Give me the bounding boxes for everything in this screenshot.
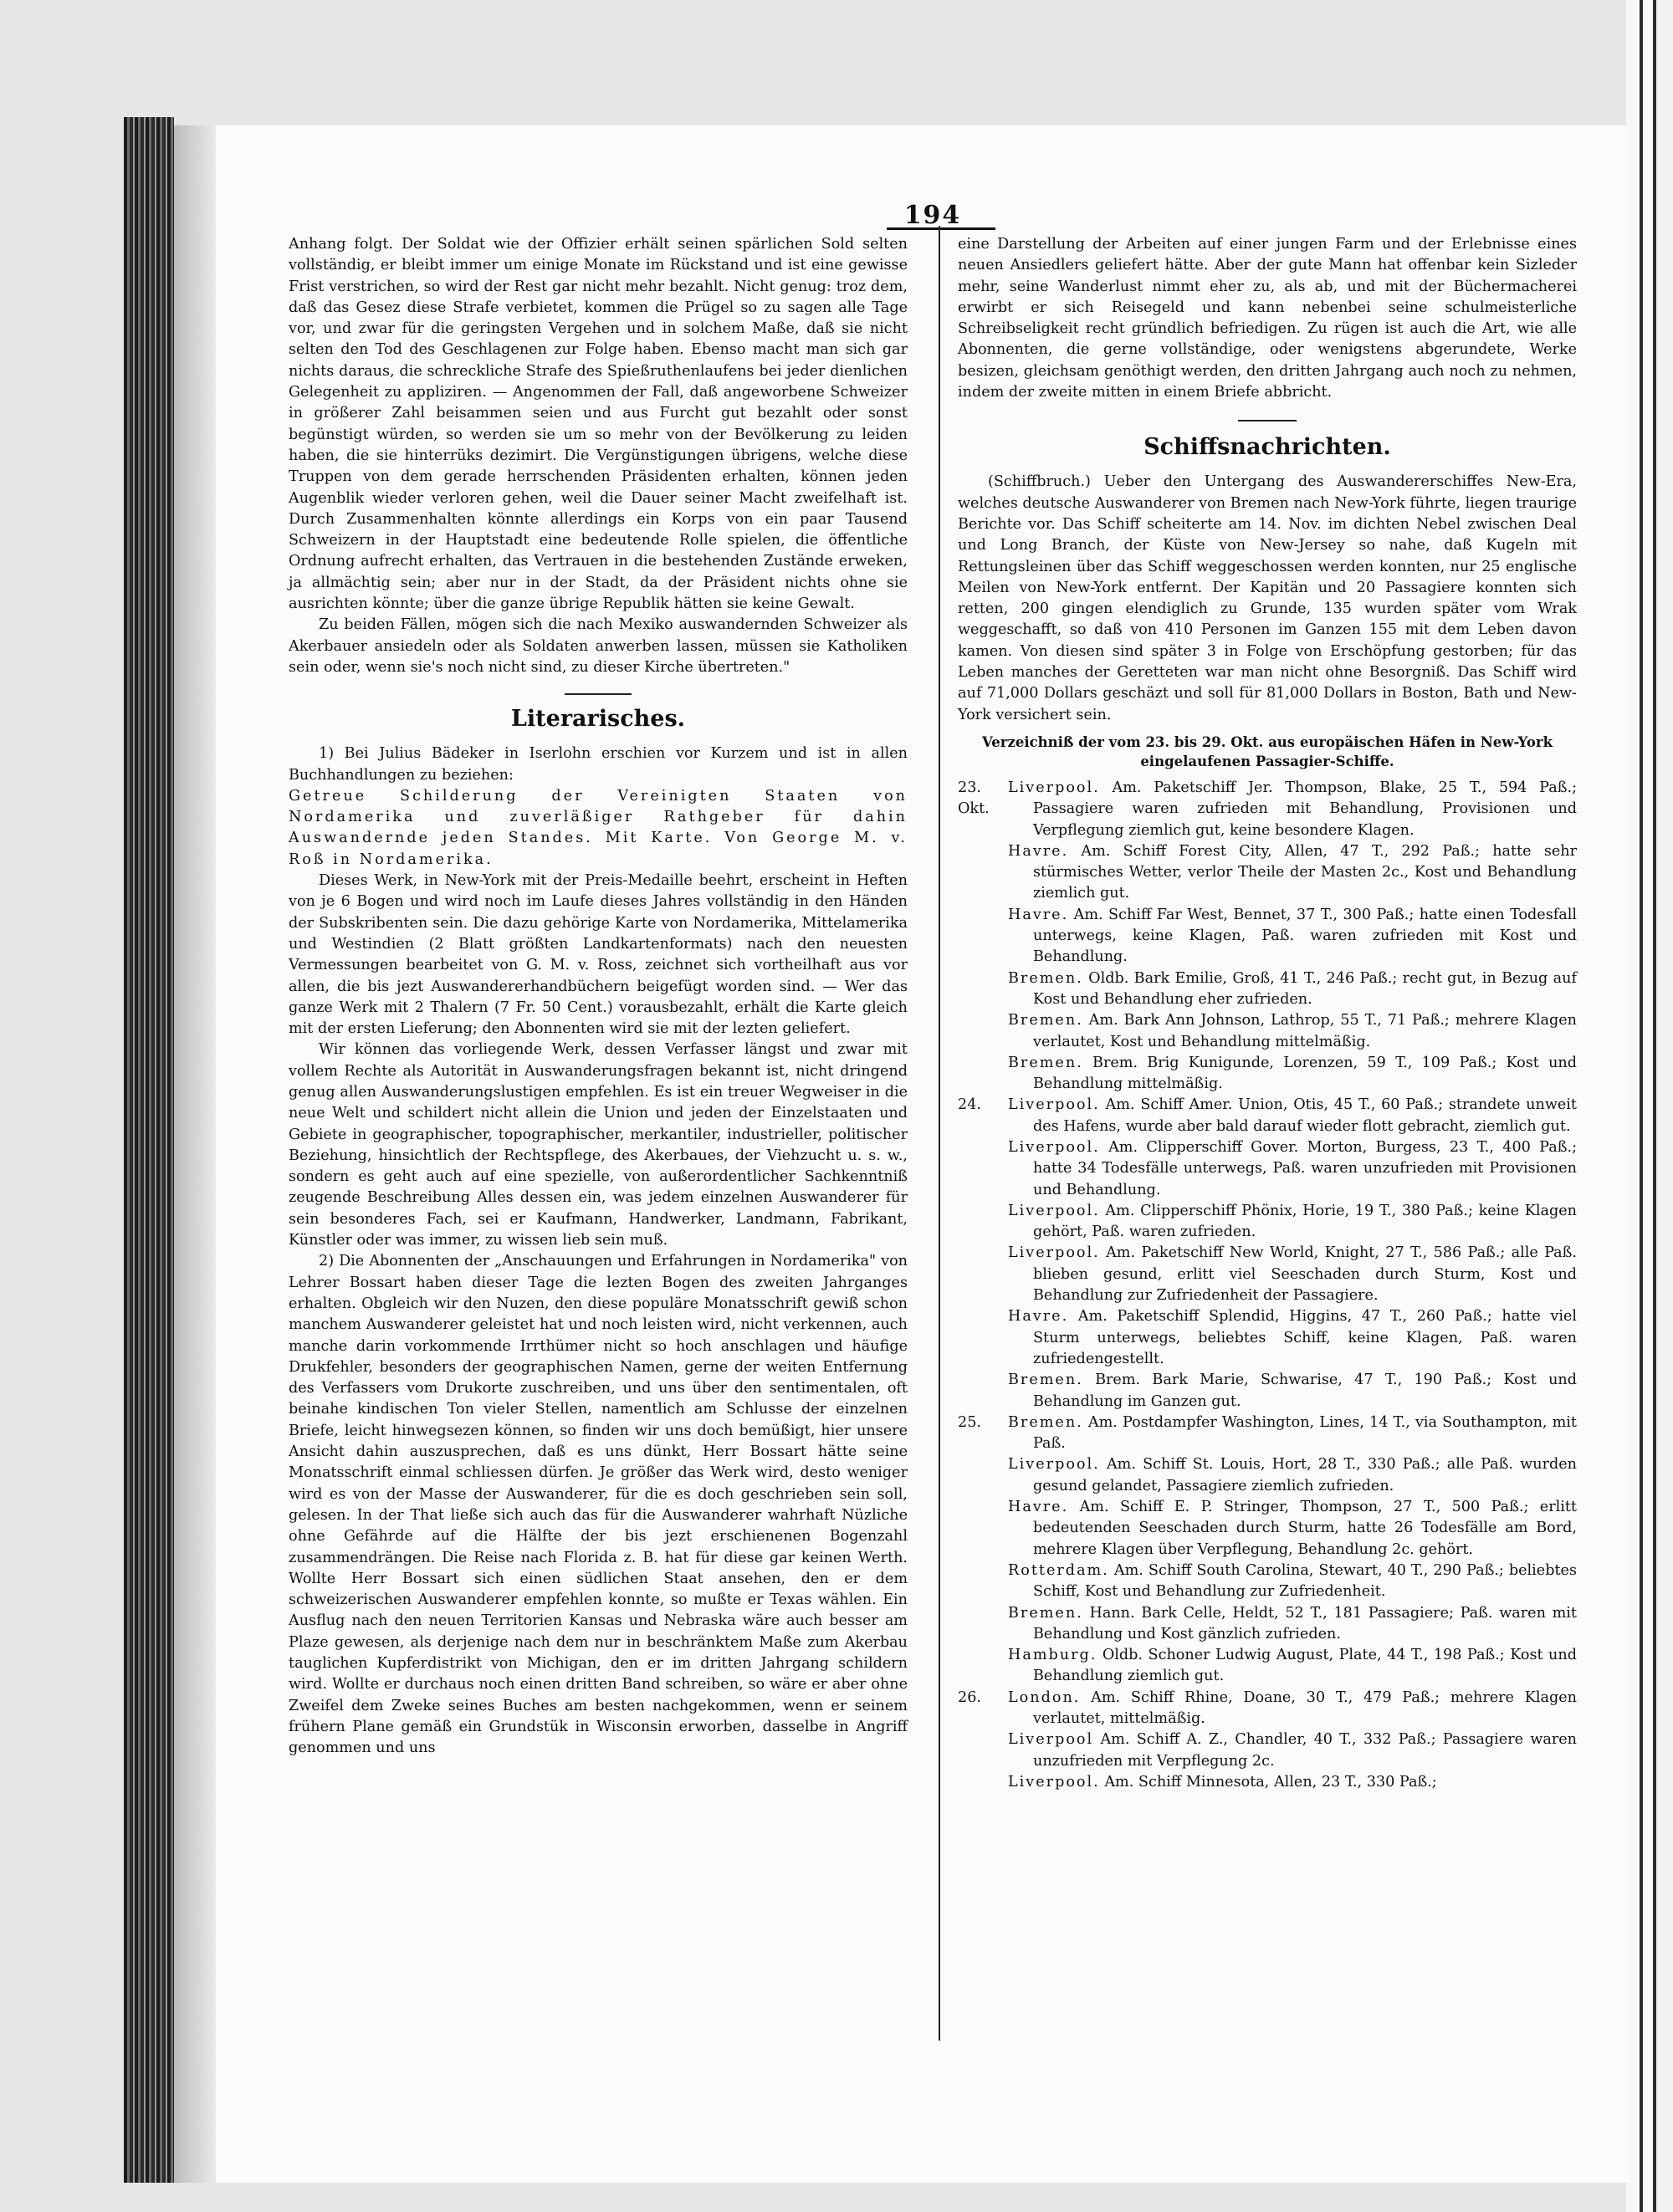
ship-entry <box>958 1603 1577 1646</box>
ship-entry-text <box>1008 1688 1577 1730</box>
ship-list <box>958 778 1577 1793</box>
ship-entry-port: Hamburg. <box>1008 1647 1097 1664</box>
ship-entry-text <box>1008 1645 1577 1688</box>
ship-entry-text <box>1008 1010 1577 1053</box>
ship-entry-date: 25. <box>958 1413 981 1431</box>
ship-entry-text <box>1008 1497 1577 1561</box>
ship-entry-port: Liverpool. <box>1008 1096 1100 1114</box>
ship-entry <box>958 1137 1577 1201</box>
ship-entry-details: Am. Paketschiff Jer. Thompson, Blake, 25 T., 594 Paß.; Passagiere waren zufrieden mit Behandlung, Provisionen und Verpflegung ziemlich gut, keine besondere Klagen. <box>1033 779 1577 839</box>
ship-entry <box>958 1413 1577 1455</box>
ship-entry-port: Liverpool. <box>1008 1773 1100 1791</box>
ship-entry-details: Brem. Brig Kunigunde, Lorenzen, 59 T., 109 Paß.; Kost und Behandlung mittelmäßig. <box>1033 1054 1577 1093</box>
lit-1-intro: 1) Bei Julius Bädeker in Iserlohn erschien vor Kurzem und ist in allen Buchhandlungen zu beziehen: <box>289 745 908 784</box>
ship-entry-port: Liverpool. <box>1008 1244 1100 1262</box>
ship-entry <box>958 1561 1577 1603</box>
ship-entry <box>958 968 1577 1011</box>
ship-entry <box>958 1306 1577 1370</box>
ship-entry-text <box>1008 1729 1577 1772</box>
ship-entry-port: Bremen. <box>1008 969 1083 987</box>
ship-entry <box>958 1688 1577 1730</box>
ship-entry-port: Bremen. <box>1008 1413 1083 1431</box>
ship-entry-details: Oldb. Schoner Ludwig August, Plate, 44 T., 198 Paß.; Kost und Behandlung ziemlich gut. <box>1033 1647 1577 1685</box>
section-separator <box>1238 420 1297 421</box>
ship-entry <box>958 905 1577 968</box>
ship-entry-port: Bremen. <box>1008 1054 1083 1071</box>
ship-entry-port: Bremen. <box>1008 1372 1083 1389</box>
ship-entry-text <box>1008 1201 1577 1244</box>
ship-entry-details: Am. Paketschiff Splendid, Higgins, 47 T., 260 Paß.; hatte viel Sturm unterwegs, beliebtes Schiff, keine Klagen, Paß. waren zufriedengestellt. <box>1033 1308 1577 1367</box>
ship-entry-port: Liverpool. <box>1008 779 1100 796</box>
ship-entry-port: Liverpool <box>1008 1731 1094 1749</box>
ship-entry-details: Am. Schiff Forest City, Allen, 47 T., 292 Paß.; hatte sehr stürmisches Wetter, verlor Theile der Masten 2c., Kost und Behandlung ziemlich gut. <box>1033 842 1577 902</box>
ship-entry <box>958 1454 1577 1497</box>
ship-entry-text <box>1008 1561 1577 1603</box>
scan-edge <box>1626 0 1673 2212</box>
lit-1-body: Dieses Werk, in New-York mit der Preis-Medaille beehrt, erscheint in Heften von je 6 Bogen und wird noch im Laufe dieses Jahres vollständig in den Händen der Subskribenten sein. Die dazu gehörige Karte von Nordamerika, Mittelamerika und Westindien (2 Blatt größten Landkartenformats) nach den neuesten Vermessungen bearbeitet von G. M. v. Ross, zeichnet sich vortheilhaft aus vor allen, die bis jezt Auswandererhandbüchern beigefügt worden sind. — Wer das ganze Werk mit 2 Thalern (7 Fr. 50 Cent.) vorausbezahlt, erhält die Karte gleich mit der ersten Lieferung; den Abonnenten wird sie mit der lezten geliefert. <box>289 872 908 1038</box>
ship-entry-details: Am. Bark Ann Johnson, Lathrop, 55 T., 71 Paß.; mehrere Klagen verlautet, Kost und Behandlung mittelmäßig. <box>1033 1012 1577 1050</box>
ship-entry <box>958 1370 1577 1413</box>
ship-entry <box>958 778 1577 841</box>
lit-1-title: Getreue Schilderung der Vereinigten Staaten von Nordamerika und zuverläßiger Rathgeber für dahin Auswandernde jeden Standes. Mit Karte. Von George M. v. Roß in Nordamerika. <box>289 787 908 868</box>
ship-entry <box>958 1645 1577 1688</box>
ship-entry-text <box>1008 841 1577 905</box>
ship-entry-port: Rotterdam. <box>1008 1561 1109 1579</box>
ship-entry-details: Am. Schiff Rhine, Doane, 30 T., 479 Paß.; mehrere Klagen verlautet, mittelmäßig. <box>1033 1688 1577 1727</box>
ship-entry <box>958 841 1577 905</box>
ship-entry <box>958 1729 1577 1772</box>
intro-paragraph: Anhang folgt. Der Soldat wie der Offizier erhält seinen spärlichen Sold selten vollständig, er bleibt immer um einige Monate im Rückstand und ist eine gewisse Frist verstrichen, so wird der Rest gar nicht mehr bezahlt. Nicht genug: troz dem, daß das Gesez diese Strafe verbietet, kommen die Prügel so zu sagen alle Tage vor, und zwar für die geringsten Vergehen und in solchem Maße, daß sie nicht selten den Tod des Geschlagenen zur Folge haben. Ebenso macht man sich gar nichts daraus, die schreckliche Strafe des Spießruthenlaufens bei jeder dienlichen Gelegenheit zu appliziren. — Angenommen der Fall, daß angeworbene Schweizer in größerer Zahl beisammen seien und aus Furcht gut bezahlt oder sonst begünstigt würden, so werden sie um so mehr von der Bevölkerung zu leiden haben, die sie hinterrüks dezimirt. Die Vergünstigungen übrigens, welche diese Truppen von dem gerade herrschenden Präsidenten erhalten, können jeden Augenblik wieder verloren gehen, weil die Dauer seiner Macht zweifelhaft ist. Durch Zusammenhalten könnte allerdings ein Korps von ein paar Tausend Schweizern in der Hauptstadt eine bedeutende Rolle spielen, die öffentliche Ordnung aufrecht erhalten, das Vertrauen in die bestehenden Zustände erweken, ja allmächtig sein; aber nur in der Stadt, da der Präsident nichts ohne sie ausrichten könnte; über die ganze übrige Republik hätten sie keine Gewalt. <box>289 236 908 613</box>
shipwreck-report: (Schiffbruch.) Ueber den Untergang des Auswandererschiffes New-Era, welches deutsche Auswanderer von Bremen nach New-York führte, liegen traurige Berichte vor. Das Schiff scheiterte am 14. Nov. im dichten Nebel zwischen Deal und Long Branch, der Küste von New-Jersey so nahe, daß Kugeln mit Rettungsleinen über das Schiff weggeschossen werden konnten, nur 25 englische Meilen von New-York entfernt. Der Kapitän und 20 Passagiere konnten sich retten, 200 gingen elendiglich zu Grunde, 135 wurden später vom Wrak weggeschafft, so daß von 410 Personen im Ganzen 155 mit dem Leben davon kamen. Von diesen sind später 3 in Folge von Erschöpfung gestorben; für das Leben manches der Geretteten war man nicht ohne Besorgniß. Das Schiff wird auf 71,000 Dollars geschäzt und soll für 81,000 Dollars in Boston, Bath und New-York versichert sein. <box>958 473 1577 723</box>
ship-entry-port: Havre. <box>1008 906 1069 923</box>
ship-list-header: Verzeichniß der vom 23. bis 29. Okt. aus europäischen Häfen in New-York eingelaufenen Passagier-Schiffe. <box>981 733 1553 769</box>
ship-entry-text <box>1008 1454 1577 1497</box>
ship-entry-port: Havre. <box>1008 842 1069 860</box>
ship-entry-details: Am. Schiff A. Z., Chandler, 40 T., 332 Paß.; Passagiere waren unzufrieden mit Verpflegung 2c. <box>1033 1731 1577 1770</box>
ship-entry-details: Brem. Bark Marie, Schwarise, 47 T., 190 Paß.; Kost und Behandlung im Ganzen gut. <box>1033 1372 1577 1410</box>
ship-entry-details: Am. Clipperschiff Phönix, Horie, 19 T., 380 Paß.; keine Klagen gehört, Paß. waren zufrieden. <box>1033 1202 1577 1241</box>
ship-entry <box>958 1243 1577 1306</box>
heading-schiffsnachrichten: Schiffsnachrichten. <box>1143 434 1391 461</box>
ship-entry-port: Bremen. <box>1008 1604 1083 1622</box>
ship-entry-details: Oldb. Bark Emilie, Groß, 41 T., 246 Paß.; recht gut, in Bezug auf Kost und Behandlung eher zufrieden. <box>1033 969 1577 1008</box>
heading-literarisches: Literarisches. <box>510 706 686 733</box>
ship-entry-port: London. <box>1008 1688 1081 1706</box>
column-divider <box>939 226 940 2041</box>
ship-entry-text <box>1008 1137 1577 1201</box>
ship-entry-details: Hann. Bark Celle, Heldt, 52 T., 181 Passagiere; Paß. waren mit Behandlung und Kost gänzlich zufrieden. <box>1033 1604 1577 1642</box>
ship-entry-text <box>1008 968 1577 1011</box>
ship-entry-text <box>1008 1413 1577 1455</box>
ship-entry <box>958 1095 1577 1137</box>
ship-entry-text <box>1008 1053 1577 1096</box>
left-column <box>289 234 908 1759</box>
ship-entry-text <box>1008 1095 1577 1137</box>
section-separator <box>565 693 632 695</box>
ship-entry-details: Am. Schiff Far West, Bennet, 37 T., 300 Paß.; hatte einen Todesfall unterwegs, keine Klagen, Paß. waren zufrieden mit Kost und Behandlung. <box>1033 906 1577 966</box>
ship-entry-port: Bremen. <box>1008 1012 1083 1029</box>
page-number-rule <box>887 227 995 230</box>
ship-entry-details: Am. Postdampfer Washington, Lines, 14 T., via Southampton, mit Paß. <box>1033 1413 1577 1453</box>
book-binding <box>124 117 174 2183</box>
continuation-paragraph: eine Darstellung der Arbeiten auf einer jungen Farm und der Erlebnisse eines neuen Ansiedlers geliefert hätte. Aber der gute Mann hat offenbar kein Sizleder mehr, seine Wanderlust nimmt eher zu, als ab, und mit der Büchermacherei erwirbt er sich Reisegeld und kann nebenbei seine schulmeisterliche Schreibseligkeit recht gründlich befriedigen. Zu rügen ist auch die Art, wie alle Abonnenten, die gerne vollständige, oder wenigstens abgerundete, Werke besizen, gleichsam genöthigt werden, den dritten Jahrgang auch noch zu nehmen, indem der zweite mitten in einem Briefe abbricht. <box>958 236 1577 401</box>
ship-entry <box>958 1010 1577 1053</box>
ship-entry <box>958 1201 1577 1244</box>
ship-entry-details: Am. Schiff E. P. Stringer, Thompson, 27 T., 500 Paß.; erlitt bedeutenden Seeschaden durch Sturm, hatte 26 Todesfälle am Bord, mehrere Klagen über Verpflegung, Behandlung 2c. gehört. <box>1033 1499 1577 1558</box>
ship-entry-port: Liverpool. <box>1008 1138 1100 1156</box>
ship-entry-details: Am. Schiff Amer. Union, Otis, 45 T., 60 Paß.; strandete unweit des Hafens, wurde aber bald darauf wieder flott gebracht, ziemlich gut. <box>1033 1096 1577 1135</box>
ship-entry-port: Havre. <box>1008 1499 1069 1516</box>
lit-2-review: 2) Die Abonnenten der „Anschauungen und Erfahrungen in Nordamerika" von Lehrer Bossart haben dieser Tage die lezten Bogen des zweiten Jahrganges erhalten. Obgleich wir den Nuzen, den diese populäre Monatsschrift gewiß schon manchem Auswanderer geleistet hat und noch leisten wird, nicht verkennen, auch manche darin vorkommende Irrthümer nicht so hoch anschlagen und häufige Drukfehler, besonders der geographischen Namen, gerne der weiten Entfernung des Verfassers vom Drukorte zuschreiben, und uns über den sentimentalen, oft beinahe kindischen Ton vieler Stellen, namentlich am Schlusse der einzelnen Briefe, leicht hinwegsezen können, so finden wir uns doch bemüßigt, hier unsere Ansicht dahin auszusprechen, daß es uns dünkt, Herr Bossart hätte seine Monatsschrift einmal schliessen dürfen. Je größer das Werk wird, desto weniger wird es von der Masse der Auswanderer, für die es doch geschrieben sein soll, gelesen. In der That ließe sich auch das für die Auswanderer wahrhaft Nüzliche ohne Gefährde auf die Hälfte der bis jezt erschienenen Bogenzahl zusammendrängen. Die Reise nach Florida z. B. hat für diese gar keinen Werth. Wollte Herr Bossart sich einen südlichen Staat ansehen, den er dem schweizerischen Auswanderer empfehlen konnte, so mußte er Texas wählen. Ein Ausflug nach den neuen Territorien Kansas und Nebraska wäre auch besser am Plaze gewesen, als derjenige nach dem nur in beschränktem Maße zum Akerbau tauglichen Kupferdistrikt von Michigan, den er im dritten Jahrgang schildern wird. Wollte er durchaus noch einen dritten Band schreiben, so wäre er aber ohne Zweifel dem Zweke seines Buches am besten nachgekommen, wenn er seinem frühern Plane gemäß ein Grundstük in Wisconsin erworben, dasselbe in Angriff genommen und uns <box>289 1253 908 1757</box>
ship-entry-port: Havre. <box>1008 1308 1069 1326</box>
ship-entry-port: Liverpool. <box>1008 1456 1100 1474</box>
ship-entry-text <box>1008 778 1577 841</box>
lit-1-review: Wir können das vorliegende Werk, dessen Verfasser längst und zwar mit vollem Rechte als Autorität in Auswanderungsfragen bekannt ist, nicht dringend genug allen Auswanderungslustigen empfehlen. Es ist ein treuer Wegweiser in die neue Welt und schildert nicht allein die Union und jeden der Einzelstaaten und Gebiete in geographischer, topographischer, merkantiler, industrieller, politischer Beziehung, hinsichtlich der Rechtspflege, des Akerbaues, der Viehzucht u. s. w., sondern es geht auch auf eine spezielle, von außerordentlicher Sachkenntniß zeugende Beschreibung Alles dessen ein, was jedem einzelnen Auswanderer für sein besonderes Fach, sei er Kaufmann, Handwerker, Landmann, Fabrikant, Künstler oder was immer, zu wissen lieb sein muß. <box>289 1041 908 1249</box>
ship-entry-details: Am. Clipperschiff Gover. Morton, Burgess, 23 T., 400 Paß.; hatte 34 Todesfälle unterwegs, Paß. waren unzufrieden mit Provisionen und Behandlung. <box>1033 1138 1577 1198</box>
ship-entry-date: 26. <box>958 1688 981 1706</box>
ship-entry-details: Am. Schiff South Carolina, Stewart, 40 T., 290 Paß.; beliebtes Schiff, Kost und Behandlung zur Zufriedenheit. <box>1033 1561 1577 1601</box>
ship-entry-text <box>1008 1603 1577 1646</box>
ship-entry-text <box>1008 1306 1577 1370</box>
ship-entry-details: Am. Paketschiff New World, Knight, 27 T., 586 Paß.; alle Paß. blieben gesund, erlitt viel Seeschaden durch Sturm, Kost und Behandlung zur Zufriedenheit der Passagiere. <box>1033 1244 1577 1305</box>
right-column <box>958 234 1577 1793</box>
ship-entry-text <box>1008 1772 1577 1793</box>
ship-entry-details: Am. Schiff Minnesota, Allen, 23 T., 330 Paß.; <box>1099 1773 1437 1791</box>
ship-entry-text <box>1008 1370 1577 1413</box>
ship-entry-port: Liverpool. <box>1008 1202 1100 1219</box>
ship-entry <box>958 1053 1577 1096</box>
ship-entry-details: Am. Schiff St. Louis, Hort, 28 T., 330 Paß.; alle Paß. wurden gesund gelandet, Passagiere ziemlich zufrieden. <box>1033 1456 1577 1494</box>
ship-entry <box>958 1497 1577 1561</box>
page-number: 194 <box>903 201 962 230</box>
ship-entry-date: 23. Okt. <box>958 779 990 818</box>
ship-entry-text <box>1008 1243 1577 1306</box>
mexico-paragraph: Zu beiden Fällen, mögen sich die nach Mexiko auswandernden Schweizer als Akerbauer ansiedeln oder als Soldaten anwerben lassen, müssen sie Katholiken sein oder, wenn sie's noch nicht sind, zu dieser Kirche übertreten." <box>289 616 908 676</box>
ship-entry-text <box>1008 905 1577 968</box>
ship-entry <box>958 1772 1577 1793</box>
ship-entry-date: 24. <box>958 1096 981 1114</box>
